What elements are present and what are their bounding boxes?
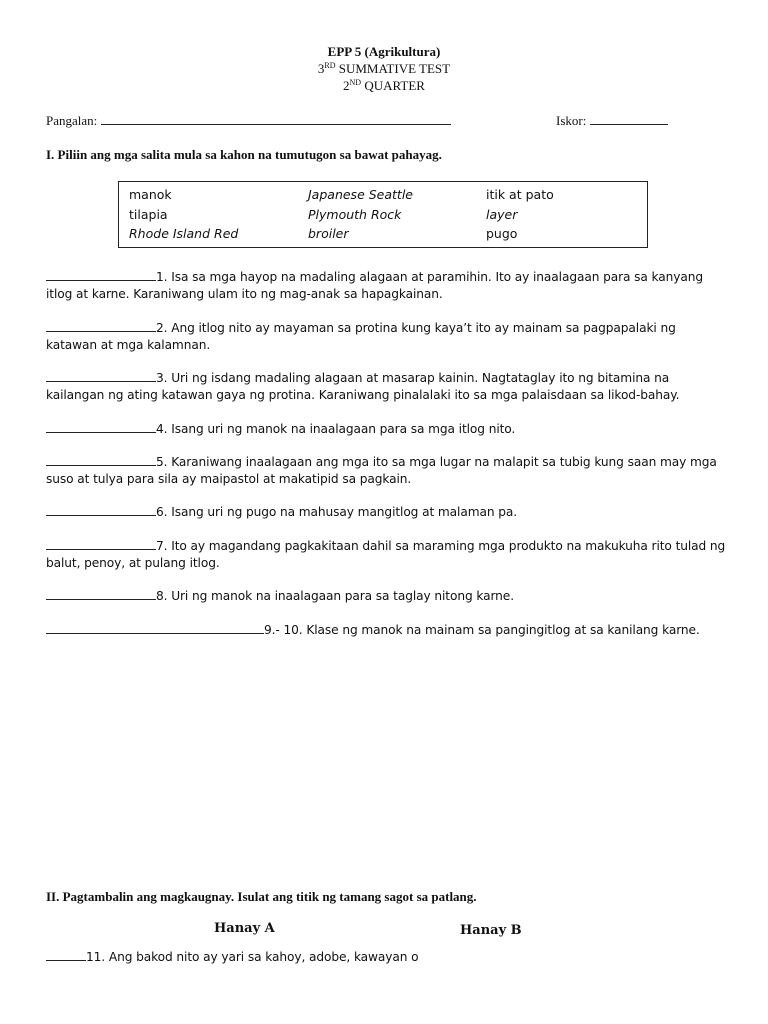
answer-blank[interactable] [46, 420, 156, 433]
question-1: 1. Isa sa mga hayop na madaling alagaan at paramihin. Ito ay inaalagaan para sa kanyang itlog at karne. Karaniwang ulam ito ng mag-anak sa hapagkainan. [46, 270, 704, 301]
question-11: 11. Ang bakod nito ay yari sa kahoy, adobe, kawayan o [46, 948, 726, 966]
quarter-subtitle: 2ND QUARTER [343, 78, 425, 93]
question-8: 8. Uri ng manok na inaalagaan para sa taglay nitong karne. [46, 587, 726, 605]
column-a-heading: Hanay A [214, 921, 275, 936]
question-2: 2. Ang itlog nito ay mayaman sa protina kung kaya’t ito ay mainam sa pagpapalaki ng katawan at mga kalamnan. [46, 321, 676, 352]
word-bank-item: tilapia [129, 207, 168, 222]
part2-instruction: II. Pagtambalin ang magkaugnay. Isulat ang titik ng tamang sagot sa patlang. [46, 889, 477, 904]
answer-blank[interactable] [46, 268, 156, 281]
word-bank-item: manok [129, 187, 172, 202]
question-9-10: 9.- 10. Klase ng manok na mainam sa pangingitlog at sa kanilang karne. [46, 621, 726, 639]
word-bank-item: Rhode Island Red [129, 226, 239, 241]
word-bank-item: Japanese Seattle [308, 187, 413, 202]
score-field [556, 112, 668, 129]
worksheet-title: EPP 5 (Agrikultura) [327, 44, 441, 59]
part1-instruction: I. Piliin ang mga salita mula sa kahon na tumutugon sa bawat pahayag. [46, 147, 442, 162]
word-bank-box [118, 181, 648, 248]
answer-blank[interactable] [46, 453, 156, 466]
name-label: Pangalan: [46, 113, 98, 128]
answer-blank[interactable] [46, 621, 264, 634]
question-3: 3. Uri ng isdang madaling alagaan at masarap kainin. Nagtataglay ito ng bitamina na kailangan ng ating katawan gaya ng protina. Karaniwang pinalalaki ito sa mga palaisdaan sa likod-bahay. [46, 371, 680, 402]
answer-blank[interactable] [46, 369, 156, 382]
column-b-heading: Hanay B [460, 923, 522, 938]
name-field [46, 112, 451, 129]
score-label: Iskor: [556, 113, 587, 128]
question-7: 7. Ito ay magandang pagkakitaan dahil sa maraming mga produkto na makukuha rito tulad ng balut, penoy, at pulang itlog. [46, 539, 726, 570]
answer-blank[interactable] [46, 503, 156, 516]
word-bank-item: pugo [486, 226, 518, 241]
question-4: 4. Isang uri ng manok na inaalagaan para sa mga itlog nito. [46, 420, 726, 438]
score-blank[interactable] [590, 112, 668, 125]
word-bank-item: layer [486, 207, 518, 222]
name-blank[interactable] [101, 112, 451, 125]
question-6: 6. Isang uri ng pugo na mahusay mangitlog at malaman pa. [46, 503, 726, 521]
answer-blank[interactable] [46, 537, 156, 550]
word-bank-item: itik at pato [486, 187, 554, 202]
answer-blank[interactable] [46, 948, 86, 961]
question-5: 5. Karaniwang inaalagaan ang mga ito sa mga lugar na malapit sa tubig kung saan may mga suso at tulya para sila ay maipastol at makatipid sa pagkain. [46, 455, 717, 486]
test-subtitle: 3RD SUMMATIVE TEST [317, 61, 451, 76]
answer-blank[interactable] [46, 587, 156, 600]
word-bank-item: broiler [308, 226, 349, 241]
answer-blank[interactable] [46, 319, 156, 332]
word-bank-item: Plymouth Rock [308, 207, 402, 222]
